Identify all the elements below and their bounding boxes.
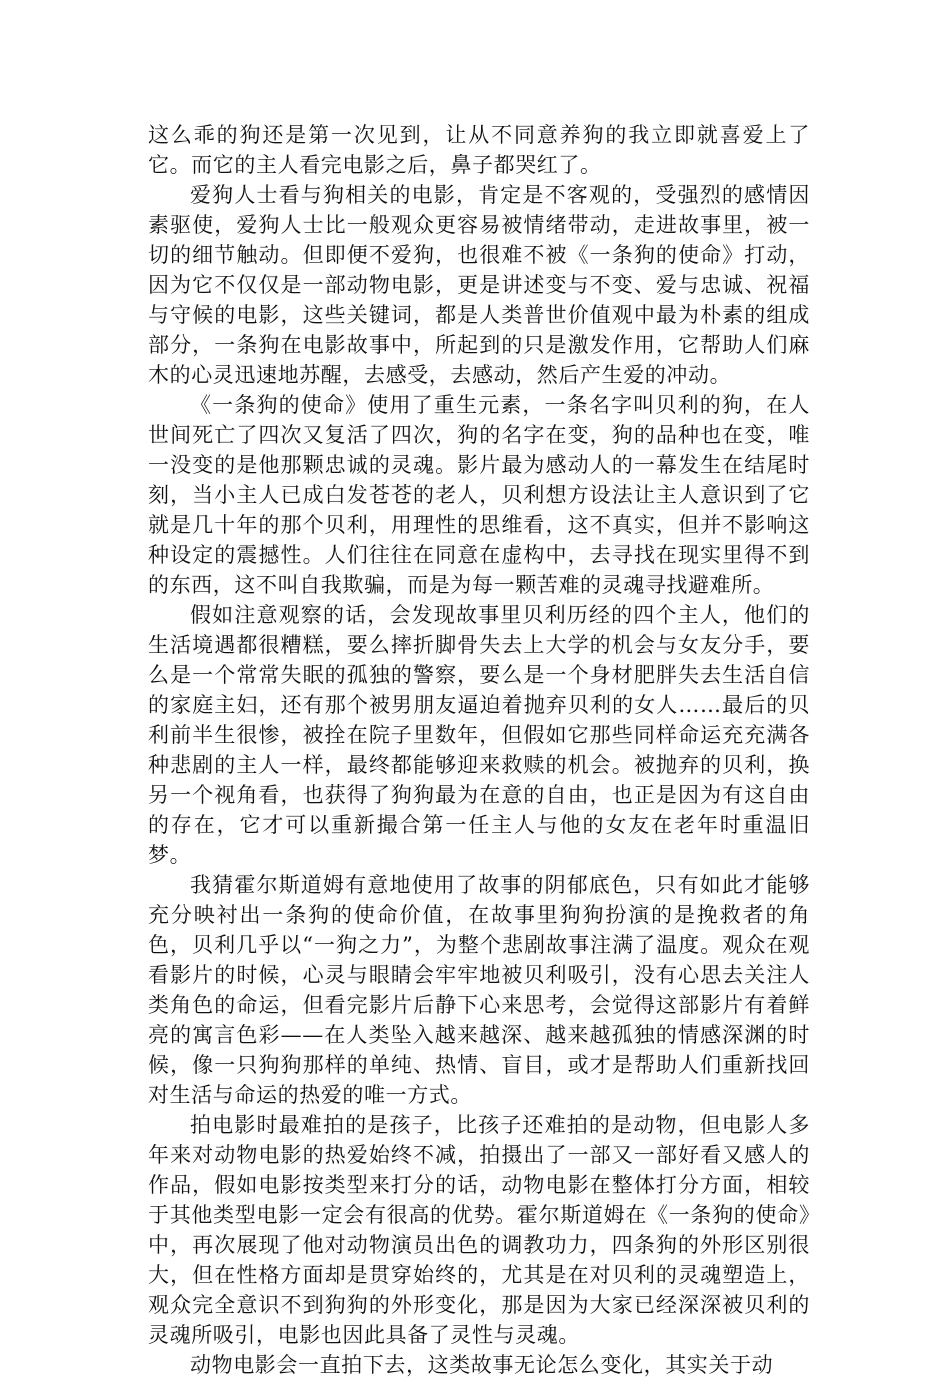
article-body — [148, 120, 810, 1380]
paragraph-5: 我猜霍尔斯道姆有意地使用了故事的阴郁底色，只有如此才能够充分映衬出一条狗的使命价值，在故事里狗狗扮演的是挽救者的角色，贝利几乎以“一狗之力”，为整个悲剧故事注满了温度。观众在观看影片的时候，心灵与眼睛会牢牢地被贝利吸引，没有心思去关注人类角色的命运，但看完影片后静下心来思考，会觉得这部影片有着鲜亮的寓言色彩——在人类坠入越来越深、越来越孤独的情感深渊的时候，像一只狗狗那样的单纯、热情、盲目，或才是帮助人们重新找回对生活与命运的热爱的唯一方式。 — [148, 873, 810, 1107]
paragraph-1-continuation: 这么乖的狗还是第一次见到，让从不同意养狗的我立即就喜爱上了它。而它的主人看完电影之后，鼻子都哭红了。 — [148, 123, 810, 177]
paragraph-6: 拍电影时最难拍的是孩子，比孩子还难拍的是动物，但电影人多年来对动物电影的热爱始终不减，拍摄出了一部又一部好看又感人的作品，假如电影按类型来打分的话，动物电影在整体打分方面，相较于其他类型电影一定会有很高的优势。霍尔斯道姆在《一条狗的使命》中，再次展现了他对动物演员出色的调教功力，四条狗的外形区别很大，但在性格方面却是贯穿始终的，尤其是在对贝利的灵魂塑造上，观众完全意识不到狗狗的外形变化，那是因为大家已经深深被贝利的灵魂所吸引，电影也因此具备了灵性与灵魂。 — [148, 1113, 810, 1347]
paragraph-3: 《一条狗的使命》使用了重生元素，一条名字叫贝利的狗，在人世间死亡了四次又复活了四次，狗的名字在变，狗的品种也在变，唯一没变的是他那颗忠诚的灵魂。影片最为感动人的一幕发生在结尾时刻，当小主人已成白发苍苍的老人，贝利想方设法让主人意识到了它就是几十年的那个贝利，用理性的思维看，这不真实，但并不影响这种设定的震撼性。人们往往在同意在虚构中，去寻找在现实里得不到的东西，这不叫自我欺骗，而是为每一颗苦难的灵魂寻找避难所。 — [148, 393, 810, 597]
paragraph-2: 爱狗人士看与狗相关的电影，肯定是不客观的，受强烈的感情因素驱使，爱狗人士比一般观众更容易被情绪带动，走进故事里，被一切的细节触动。但即便不爱狗，也很难不被《一条狗的使命》打动，因为它不仅仅是一部动物电影，更是讲述变与不变、爱与忠诚、祝福与守候的电影，这些关键词，都是人类普世价值观中最为朴素的组成部分，一条狗在电影故事中，所起到的只是激发作用，它帮助人们麻木的心灵迅速地苏醒，去感受，去感动，然后产生爱的冲动。 — [148, 183, 810, 387]
paragraph-7-truncated: 动物电影会一直拍下去，这类故事无论怎么变化，其实关于动 — [190, 1353, 774, 1377]
paragraph-4: 假如注意观察的话，会发现故事里贝利历经的四个主人，他们的生活境遇都很糟糕，要么摔折脚骨失去上大学的机会与女友分手，要么是一个常常失眠的孤独的警察，要么是一个身材肥胖失去生活自信的家庭主妇，还有那个被男朋友逼迫着抛弃贝利的女人……最后的贝利前半生很惨，被拴在院子里数年，但假如它那些同样命运充充满各种悲剧的主人一样，最终都能够迎来救赎的机会。被抛弃的贝利，换另一个视角看，也获得了狗狗最为在意的自由，也正是因为有这自由的存在，它才可以重新撮合第一任主人与他的女友在老年时重温旧梦。 — [148, 603, 810, 867]
